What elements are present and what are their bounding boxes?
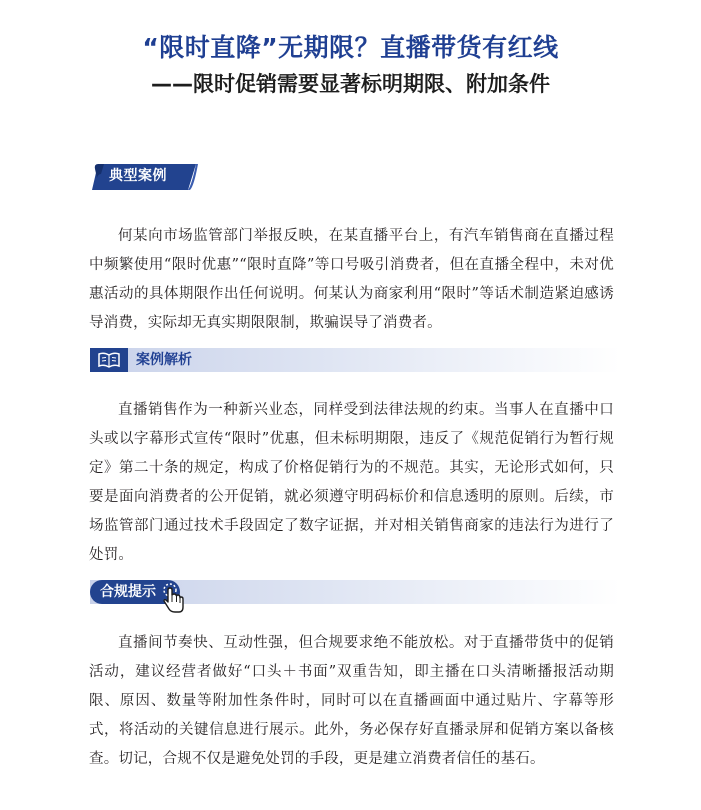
- analysis-section-label: 案例解析: [136, 352, 192, 368]
- tip-section-label: 合规提示: [100, 584, 156, 600]
- title-block: [0, 30, 701, 100]
- open-book-icon: [98, 352, 120, 368]
- page-subtitle: ——限时促销需要显著标明期限、附加条件: [151, 72, 550, 96]
- pointing-hand-icon: [161, 582, 189, 614]
- analysis-section-header: [90, 348, 620, 372]
- page-title: “限时直降”无期限？直播带货有红线: [142, 33, 559, 62]
- case-section-header: [92, 160, 200, 192]
- tip-section-header: [90, 580, 620, 604]
- analysis-paragraph: 直播销售作为一种新兴业态，同样受到法律法规的约束。当事人在直播中口头或以字幕形式宣传“限时”优惠，但未标明期限，违反了《规范促销行为暂行规定》第二十条的规定，构成了价格促销行为的不规范。其实，无论形式如何，只要是面向消费者的公开促销，就必须遵守明码标价和信息透明的原则。后续，市场监管部门通过技术手段固定了数字证据，并对相关销售商家的违法行为进行了处罚。: [89, 402, 614, 563]
- tip-paragraph: 直播间节奏快、互动性强，但合规要求绝不能放松。对于直播带货中的促销活动，建议经营者做好“口头＋书面”双重告知，即主播在口头清晰播报活动期限、原因、数量等附加性条件时，同时可以在直播画面中通过贴片、字幕等形式，将活动的关键信息进行展示。此外，务必保存好直播录屏和促销方案以备核查。切记，合规不仅是避免处罚的手段，更是建立消费者信任的基石。: [89, 635, 614, 767]
- case-paragraph: 何某向市场监管部门举报反映，在某直播平台上，有汽车销售商在直播过程中频繁使用“限时优惠”“限时直降”等口号吸引消费者，但在直播全程中，未对优惠活动的具体期限作出任何说明。何某认为商家利用“限时”等话术制造紧迫感诱导消费，实际却无真实期限限制，欺骗误导了消费者。: [89, 228, 614, 331]
- case-section-label: 典型案例: [109, 168, 167, 184]
- analysis-icon-box: [90, 348, 128, 372]
